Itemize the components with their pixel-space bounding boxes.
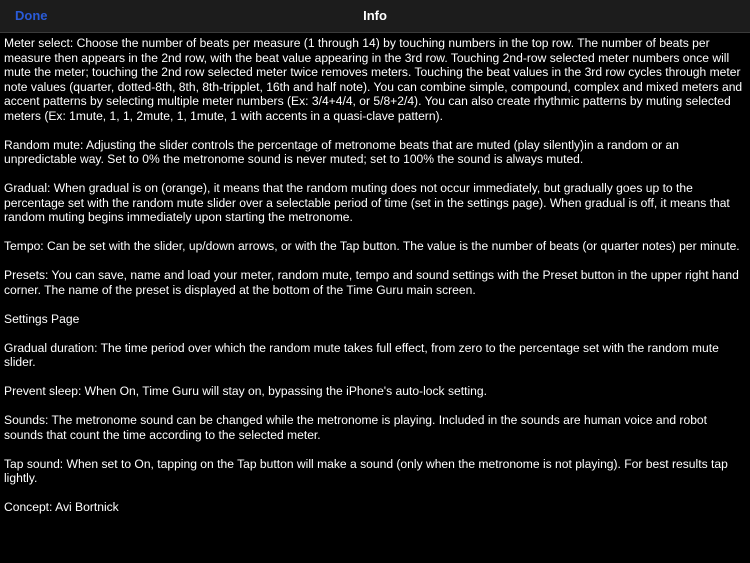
paragraph-meter-select: Meter select: Choose the number of beats per measure (1 through 14) by touching numbers in the top row. The number of beats per measure then appears in the 2nd row, with the beat value appearing in the 3rd row. Touching 2nd-row selected meter numbers once will mute the meter; touching the 2nd row selected meter twice removes meters. Touching the beat values in the 3rd row cycles through meter note values (quarter, dotted-8th, 8th, 8th-tripplet, 16th and half note). You can combine simple, compound, complex and mixed meters and accent patterns by selecting multiple meter numbers (Ex: 3/4+4/4, or 5/8+2/4). You can also create rhythmic patterns by muting selected meters (Ex: 1mute, 1, 1, 2mute, 1, 1mute, 1 with accents in a quasi-clave pattern). [4,36,743,123]
paragraph-gradual: Gradual: When gradual is on (orange), it means that the random muting does not occur immediately, but gradually goes up to the percentage set with the random mute slider over a selectable period of time (set in the settings page). When gradual is off, it means that random muting begins immediately upon starting the metronome. [4,181,730,224]
paragraph-tap-sound: Tap sound: When set to On, tapping on the Tap button will make a sound (only when the metronome is not playing). For best results tap lightly. [4,456,728,485]
info-text-view[interactable] [4,36,744,563]
paragraph-settings-heading: Settings Page [4,311,80,326]
paragraph-tempo: Tempo: Can be set with the slider, up/down arrows, or with the Tap button. The value is the number of beats (or quarter notes) per minute. [4,239,740,253]
paragraph-presets: Presets: You can save, name and load your meter, random mute, tempo and sound settings with the Preset button in the upper right hand corner. The name of the preset is displayed at the bottom of the Time Guru main screen. [4,268,739,297]
page-title: Info [363,8,387,23]
paragraph-sounds: Sounds: The metronome sound can be changed while the metronome is playing. Included in the sounds are human voice and robot sounds that count the time according to the selected meter. [4,413,708,442]
paragraph-random-mute: Random mute: Adjusting the slider controls the percentage of metronome beats that are muted (play silently)in a random or an unpredictable way. Set to 0% the metronome sound is never muted; set to 100% the sound is always muted. [4,137,679,166]
paragraph-prevent-sleep: Prevent sleep: When On, Time Guru will stay on, bypassing the iPhone's auto-lock setting. [4,384,487,398]
paragraph-concept: Concept: Avi Bortnick [4,500,119,514]
done-button[interactable]: Done [15,8,48,23]
navigation-bar [0,0,750,33]
paragraph-gradual-duration: Gradual duration: The time period over which the random mute takes full effect, from zero to the percentage set with the random mute slider. [4,340,719,369]
